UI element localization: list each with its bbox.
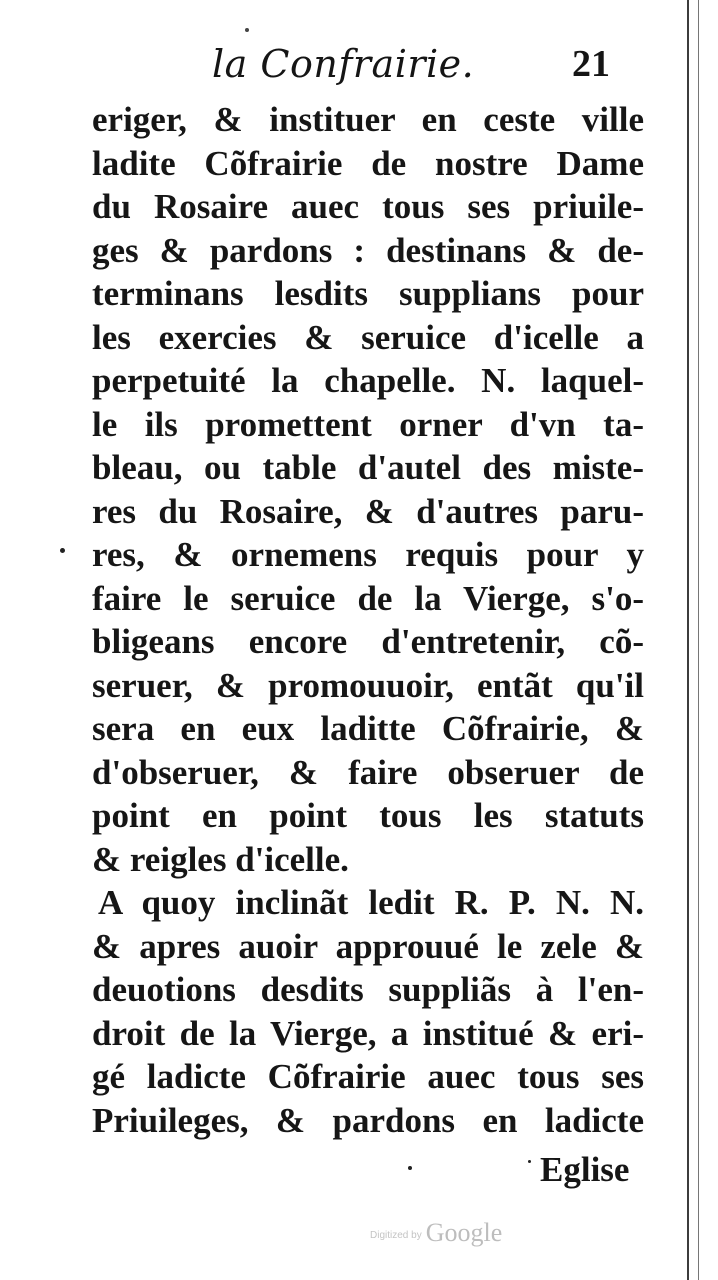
text-line: bligeans encore d'entretenir, cõ- — [92, 622, 644, 661]
text-line: du Rosaire auec tous ses priuile- — [92, 187, 644, 226]
text-line: sera en eux laditte Cõfrairie, & — [92, 709, 644, 748]
text-line: seruer, & promouuoir, entãt qu'il — [92, 665, 644, 705]
ink-speck — [528, 1160, 531, 1163]
text-line: & apres auoir approuué le zele & — [92, 926, 644, 966]
running-title: la Confrairie. — [212, 42, 475, 86]
text-line: d'obseruer, & faire obseruer de — [92, 752, 644, 792]
text-line: les exercies & seruice d'icelle a — [92, 317, 644, 357]
catchword: Eglise — [540, 1150, 630, 1189]
text-line: le ils promettent orner d'vn ta- — [92, 404, 644, 444]
page-number: 21 — [572, 43, 610, 85]
text-line: & reigles d'icelle. — [92, 839, 349, 879]
google-logo: Google — [425, 1218, 503, 1247]
digitization-watermark — [370, 1208, 502, 1248]
text-line: res du Rosaire, & d'autres paru- — [92, 491, 644, 531]
text-line: point en point tous les statuts — [92, 796, 644, 835]
text-line: ges & pardons : destinans & de- — [92, 230, 644, 270]
text-line: eriger, & instituer en ceste ville — [92, 100, 644, 139]
ink-speck — [408, 1166, 412, 1170]
text-line: terminans lesdits supplians pour — [92, 274, 644, 313]
text-line: faire le seruice de la Vierge, s'o- — [92, 578, 644, 618]
text-line: droit de la Vierge, a institué & eri- — [92, 1013, 644, 1053]
page-edge-shadow-thin — [698, 0, 699, 1280]
text-line: bleau, ou table d'autel des miste- — [92, 448, 644, 487]
ink-speck — [60, 548, 65, 553]
text-line: res, & ornemens requis pour y — [92, 535, 644, 574]
page-edge-shadow — [687, 0, 689, 1280]
running-head — [0, 32, 718, 92]
text-line: perpetuité la chapelle. N. laquel- — [92, 361, 644, 400]
watermark-prefix: Digitized by — [370, 1230, 422, 1241]
text-line: deuotions desdits suppliãs à l'en- — [92, 970, 644, 1009]
ink-speck — [245, 28, 249, 32]
text-line: gé ladicte Cõfrairie auec tous ses — [92, 1057, 644, 1096]
text-line: ladite Cõfrairie de nostre Dame — [92, 143, 644, 183]
text-line: Priuileges, & pardons en ladicte — [92, 1100, 644, 1140]
body-text — [92, 98, 644, 1142]
text-line: A quoy inclinãt ledit R. P. N. N. — [98, 883, 644, 922]
